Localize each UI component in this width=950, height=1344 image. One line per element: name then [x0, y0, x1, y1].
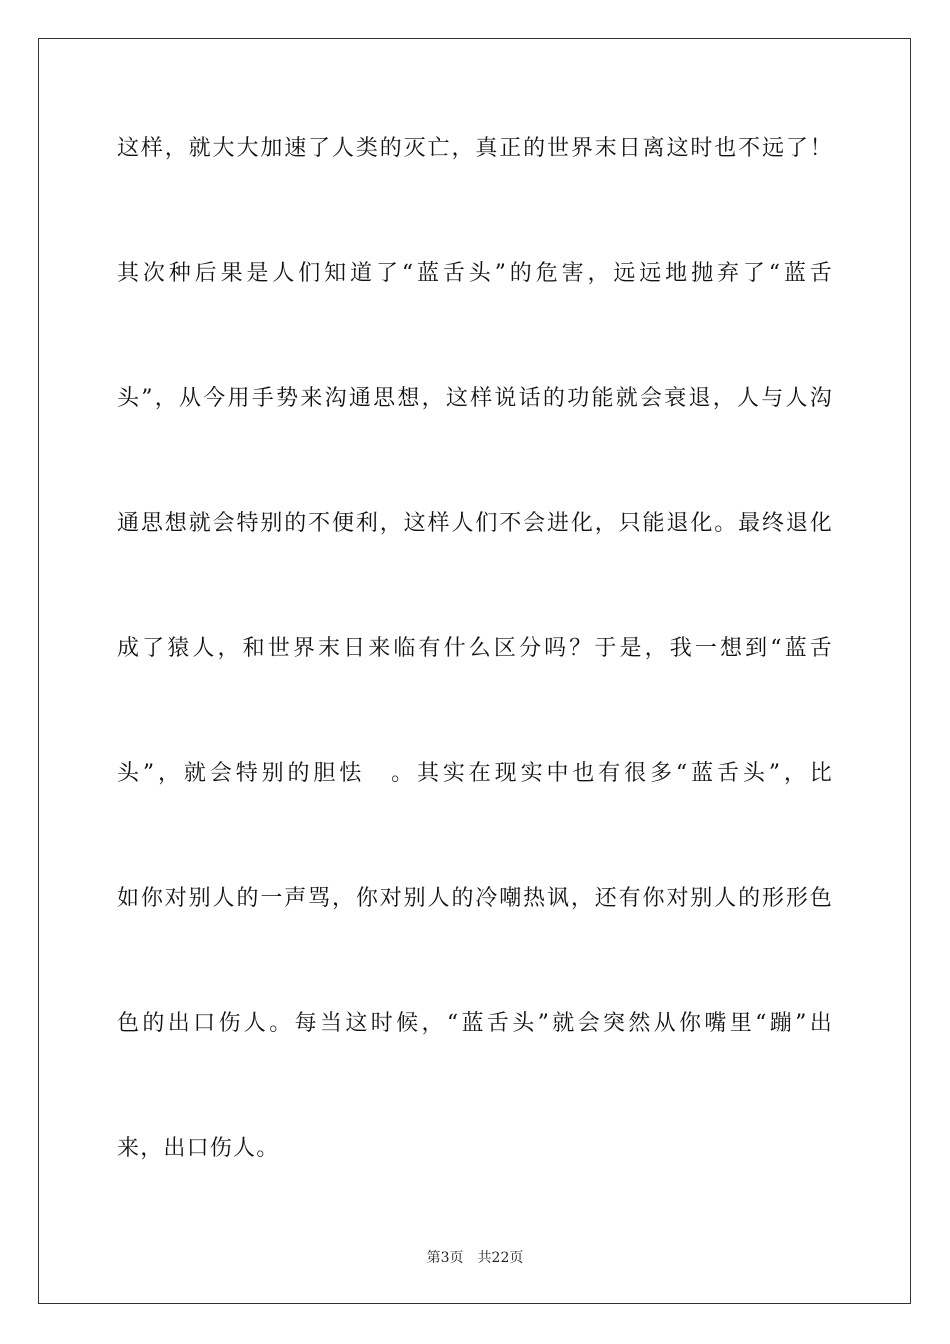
page-total: 共22页 — [477, 1250, 524, 1266]
body-text-line: 通思想就会特别的不便利，这样人们不会进化，只能退化。最终退化 — [117, 511, 833, 536]
body-text-line: 如你对别人的一声骂，你对别人的冷嘲热讽，还有你对别人的形形色 — [117, 886, 833, 911]
body-text-line: 其次种后果是人们知道了“蓝舌头”的危害，远远地抛弃了“蓝舌 — [117, 261, 833, 286]
body-text-line: 色的出口伤人。每当这时候，“蓝舌头”就会突然从你嘴里“蹦”出 — [117, 1011, 833, 1036]
body-text-line: 头”，从今用手势来沟通思想，这样说话的功能就会衰退，人与人沟 — [117, 386, 833, 411]
page-footer — [0, 1248, 950, 1268]
body-text-line: 这样，就大大加速了人类的灭亡，真正的世界末日离这时也不远了！ — [117, 136, 833, 161]
body-text-line: 头”，就会特别的胆怯 。其实在现实中也有很多“蓝舌头”，比 — [117, 761, 833, 786]
page-number: 第3页 — [426, 1250, 464, 1266]
page-border — [38, 38, 911, 1304]
body-text-line: 来，出口伤人。 — [117, 1136, 280, 1161]
body-text-line: 成了猿人，和世界末日来临有什么区分吗？于是，我一想到“蓝舌 — [117, 636, 833, 661]
